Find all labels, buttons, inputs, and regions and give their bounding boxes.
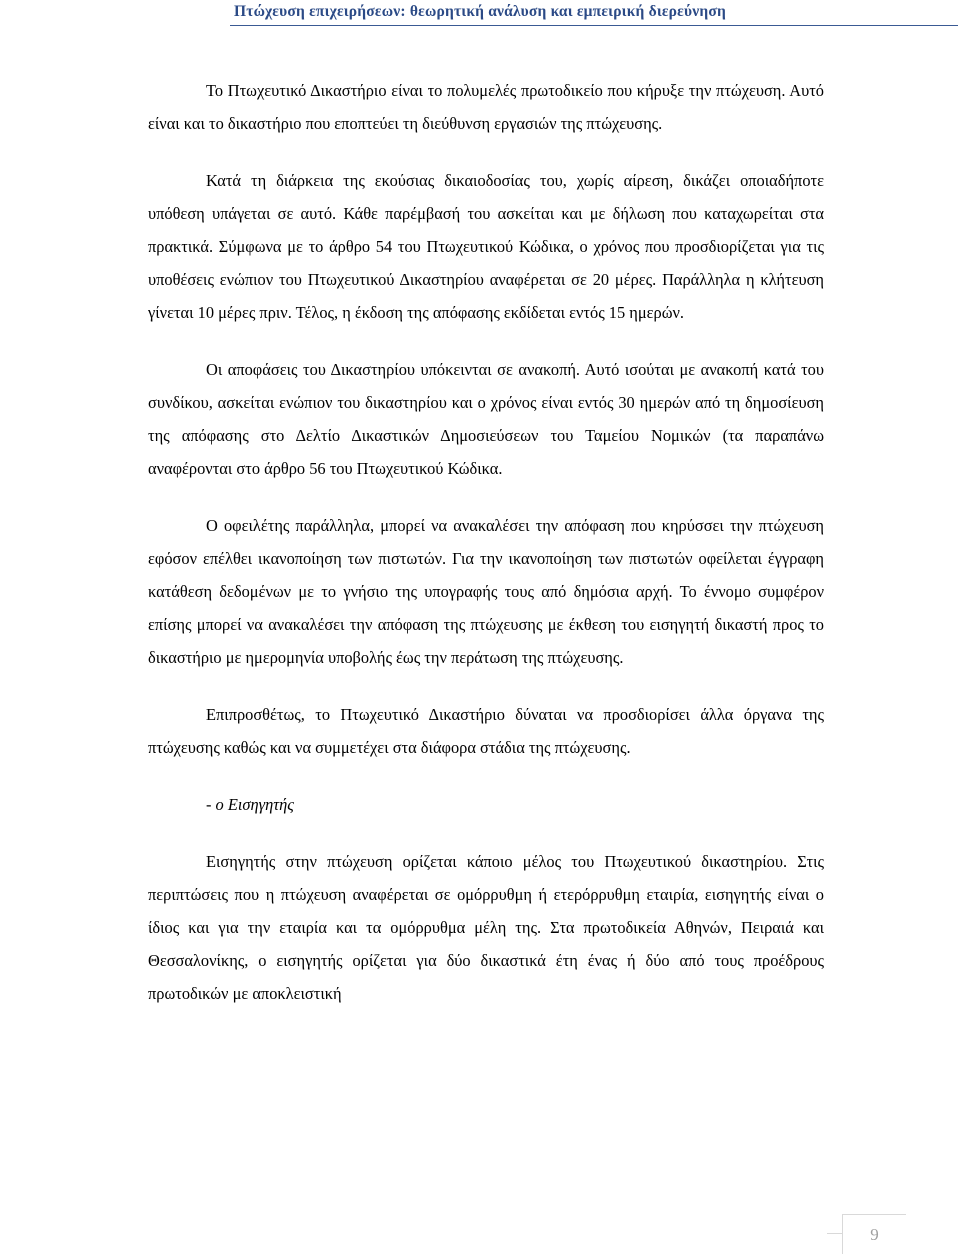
- header-title: Πτώχευση επιχειρήσεων: θεωρητική ανάλυση και εμπειρική διερεύνηση: [234, 3, 726, 20]
- section-subheading: - ο Εισηγητής: [206, 795, 294, 814]
- running-header: [0, 0, 960, 26]
- page-number: 9: [870, 1225, 879, 1244]
- document-body: [148, 74, 824, 1010]
- paragraph-appeals: Οι αποφάσεις του Δικαστηρίου υπόκεινται σε ανακοπή. Αυτό ισούται με ανακοπή κατά του συνδίκου, ασκείται ενώπιον του δικαστηρίου και ο χρόνος είναι εντός 30 ημερών από τη δημοσίευση της απόφασης στο Δελτίο Δικαστικών Δημοσιεύσεων του Ταμείου Νομικών (τα παραπάνω αναφέρονται στο άρθρο 56 του Πτωχευτικού Κώδικα.: [148, 360, 824, 478]
- header-rule: [230, 25, 958, 26]
- paragraph-court-definition: Το Πτωχευτικό Δικαστήριο είναι το πολυμελές πρωτοδικείο που κήρυξε την πτώχευση. Αυτό είναι και το δικαστήριο που εποπτεύει τη διεύθυνση εργασιών της πτώχευσης.: [148, 81, 824, 133]
- paragraph-rapporteur: Εισηγητής στην πτώχευση ορίζεται κάποιο μέλος του Πτωχευτικού δικαστηρίου. Στις περιπτώσεις που η πτώχευση αναφέρεται σε ομόρρυθμη ή ετερόρρυθμη εταιρία, εισηγητής είναι ο ίδιος και για την εταιρία και τα ομόρρυθμα μέλη της. Στα πρωτοδικεία Αθηνών, Πειραιά και Θεσσαλονίκης, ο εισηγητής ορίζεται για δύο δικαστικά έτη ένας ή δύο από τους προέδρους πρωτοδικών με αποκλειστική: [148, 852, 824, 1003]
- paragraph-revocation: Ο οφειλέτης παράλληλα, μπορεί να ανακαλέσει την απόφαση που κηρύσσει την πτώχευση εφόσον επέλθει ικανοποίηση των πιστωτών. Για την ικανοποίηση των πιστωτών οφείλεται έγγραφη κατάθεση δεδομένων με το γνήσιο της υπογραφής τους από δημόσια αρχή. Το έννομο συμφέρον επίσης μπορεί να ανακαλέσει την απόφαση της πτώχευσης με έκθεση του εισηγητή δικαστή προς το δικαστήριο με ημερομηνία υποβολής έως την περάτωση της πτώχευσης.: [148, 516, 824, 667]
- paragraph-other-bodies: Επιπροσθέτως, το Πτωχευτικό Δικαστήριο δύναται να προσδιορίσει άλλα όργανα της πτώχευσης καθώς και να συμμετέχει στα διάφορα στάδια της πτώχευσης.: [148, 705, 824, 757]
- paragraph-jurisdiction: Κατά τη διάρκεια της εκούσιας δικαιοδοσίας του, χωρίς αίρεση, δικάζει οποιαδήποτε υπόθεση υπάγεται σε αυτό. Κάθε παρέμβασή του ασκείται και με δήλωση που καταχωρείται στα πρακτικά. Σύμφωνα με το άρθρο 54 του Πτωχευτικού Κώδικα, ο χρόνος που προσδιορίζεται για τις υποθέσεις ενώπιον του Πτωχευτικού Δικαστηρίου αναφέρεται σε 20 μέρες. Παράλληλα η κλήτευση γίνεται 10 μέρες πριν. Τέλος, η έκδοση της απόφασης εκδίδεται εντός 15 ημερών.: [148, 171, 824, 322]
- page-number-box: [842, 1214, 906, 1254]
